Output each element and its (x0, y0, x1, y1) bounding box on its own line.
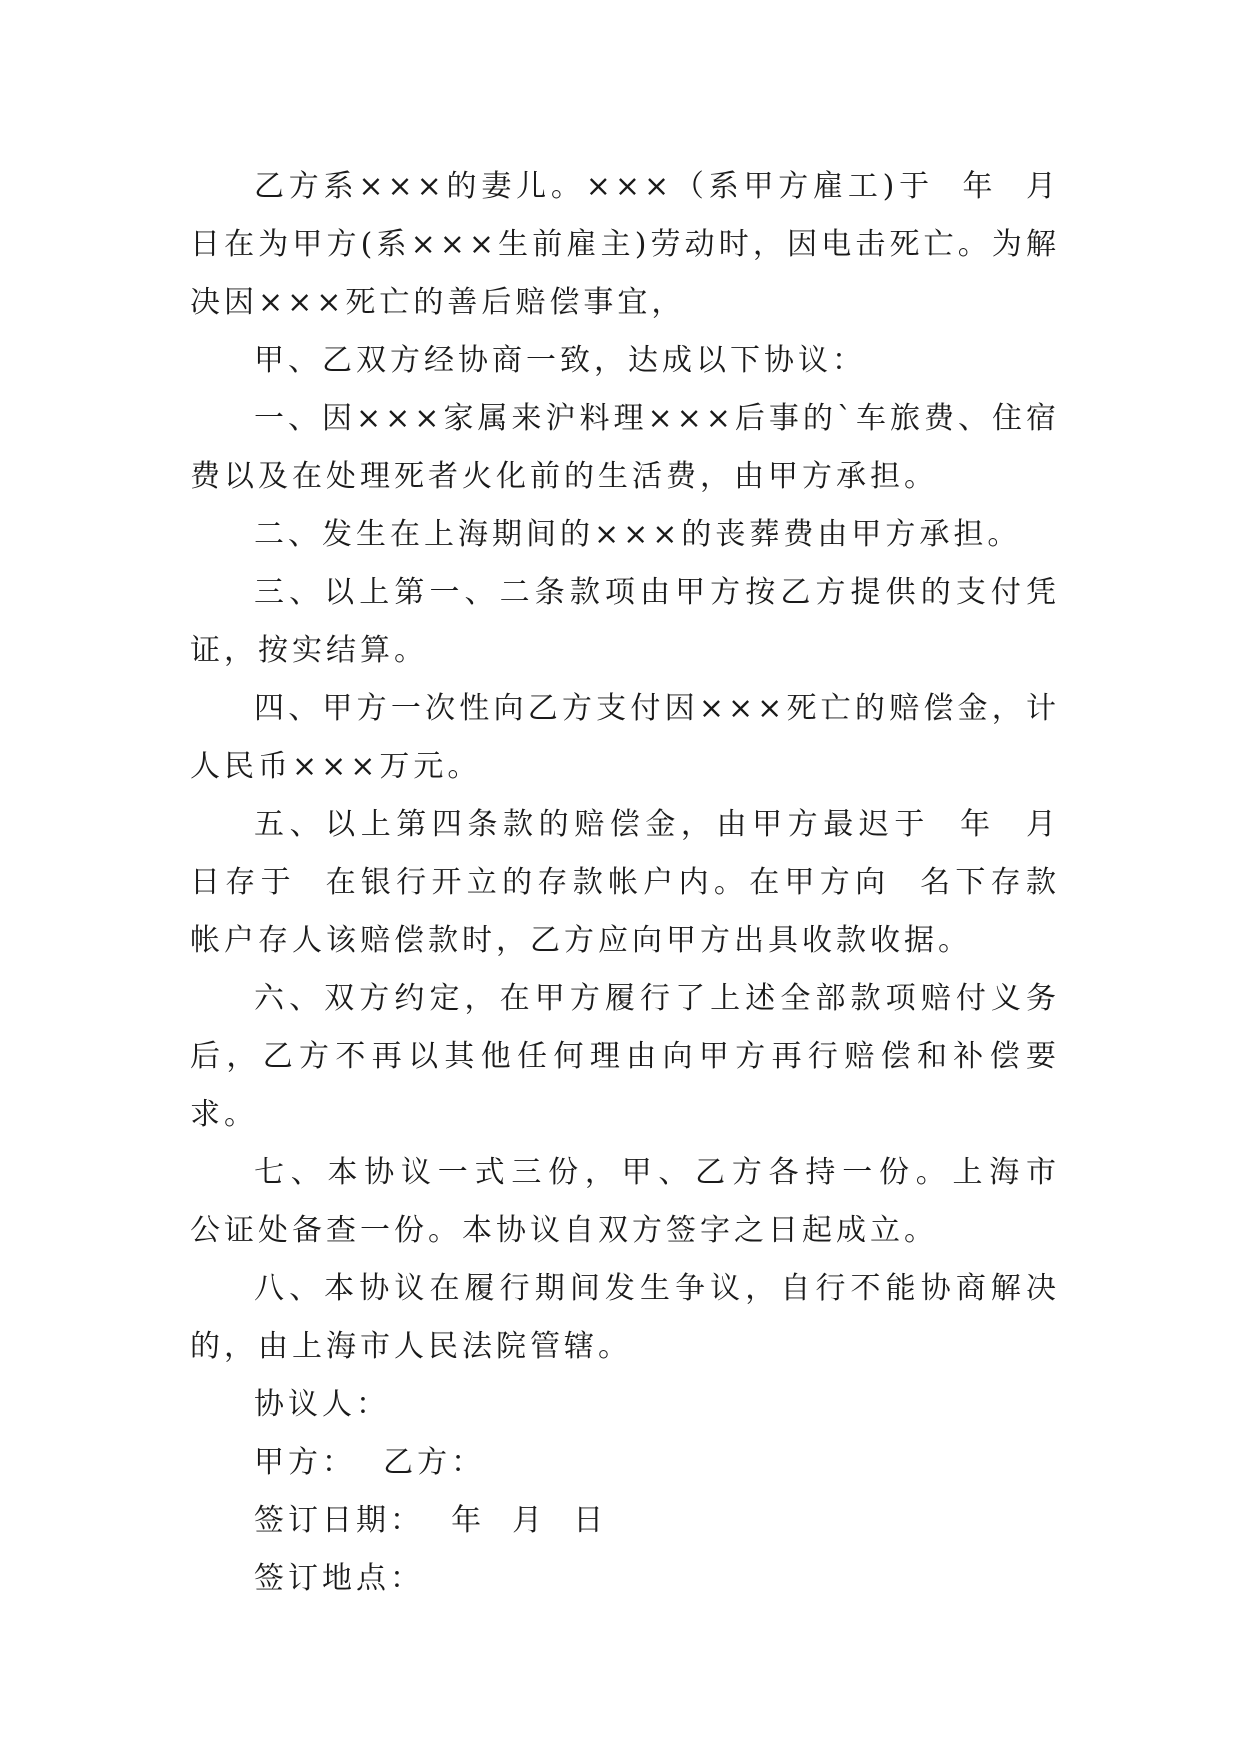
clause-8-paragraph: 八、本协议在履行期间发生争议，自行不能协商解决的，由上海市人民法院管辖。 (190, 1271, 1060, 1364)
clause-3-paragraph: 三、以上第一、二条款项由甲方按乙方提供的支付凭证，按实结算。 (190, 575, 1060, 668)
signatories-label: 协议人： (254, 1387, 390, 1422)
agreement-lead-paragraph: 甲、乙双方经协商一致，达成以下协议： (254, 343, 866, 378)
clause-1-paragraph: 一、因×××家属来沪料理×××后事的`车旅费、住宿费以及在处理死者火化前的生活费，由甲方承担。 (190, 401, 1060, 494)
parties-line: 甲方： 乙方： (254, 1445, 486, 1480)
clause-7-paragraph: 七、本协议一式三份，甲、乙方各持一份。上海市 公证处备查一份。本协议自双方签字之日起成立。 (190, 1155, 1088, 1248)
clause-2-paragraph: 二、发生在上海期间的×××的丧葬费由甲方承担。 (254, 517, 1022, 552)
clause-5-paragraph: 五、以上第四条款的赔偿金，由甲方最迟于 年 月 日存于 在银行开立的存款帐户内。在甲方向 名下存款帐户存人该赔偿款时，乙方应向甲方出具收款收据。 (190, 807, 1088, 958)
intro-paragraph: 乙方系×××的妻儿。×××（系甲方雇工)于 年 月 日在为甲方(系×××生前雇主)劳动时，因电击死亡。为解决因×××死亡的善后赔偿事宜， (190, 169, 1088, 320)
clause-4-paragraph: 四、甲方一次性向乙方支付因×××死亡的赔偿金，计人民币×××万元。 (190, 691, 1060, 784)
signing-place-line: 签订地点： (254, 1561, 424, 1596)
signing-date-line: 签订日期： 年 月 日 (254, 1503, 608, 1538)
clause-6-paragraph: 六、双方约定，在甲方履行了上述全部款项赔付义务后，乙方不再以其他任何理由向甲方再行赔偿和补偿要求。 (190, 981, 1060, 1132)
document-body (190, 158, 1088, 1608)
